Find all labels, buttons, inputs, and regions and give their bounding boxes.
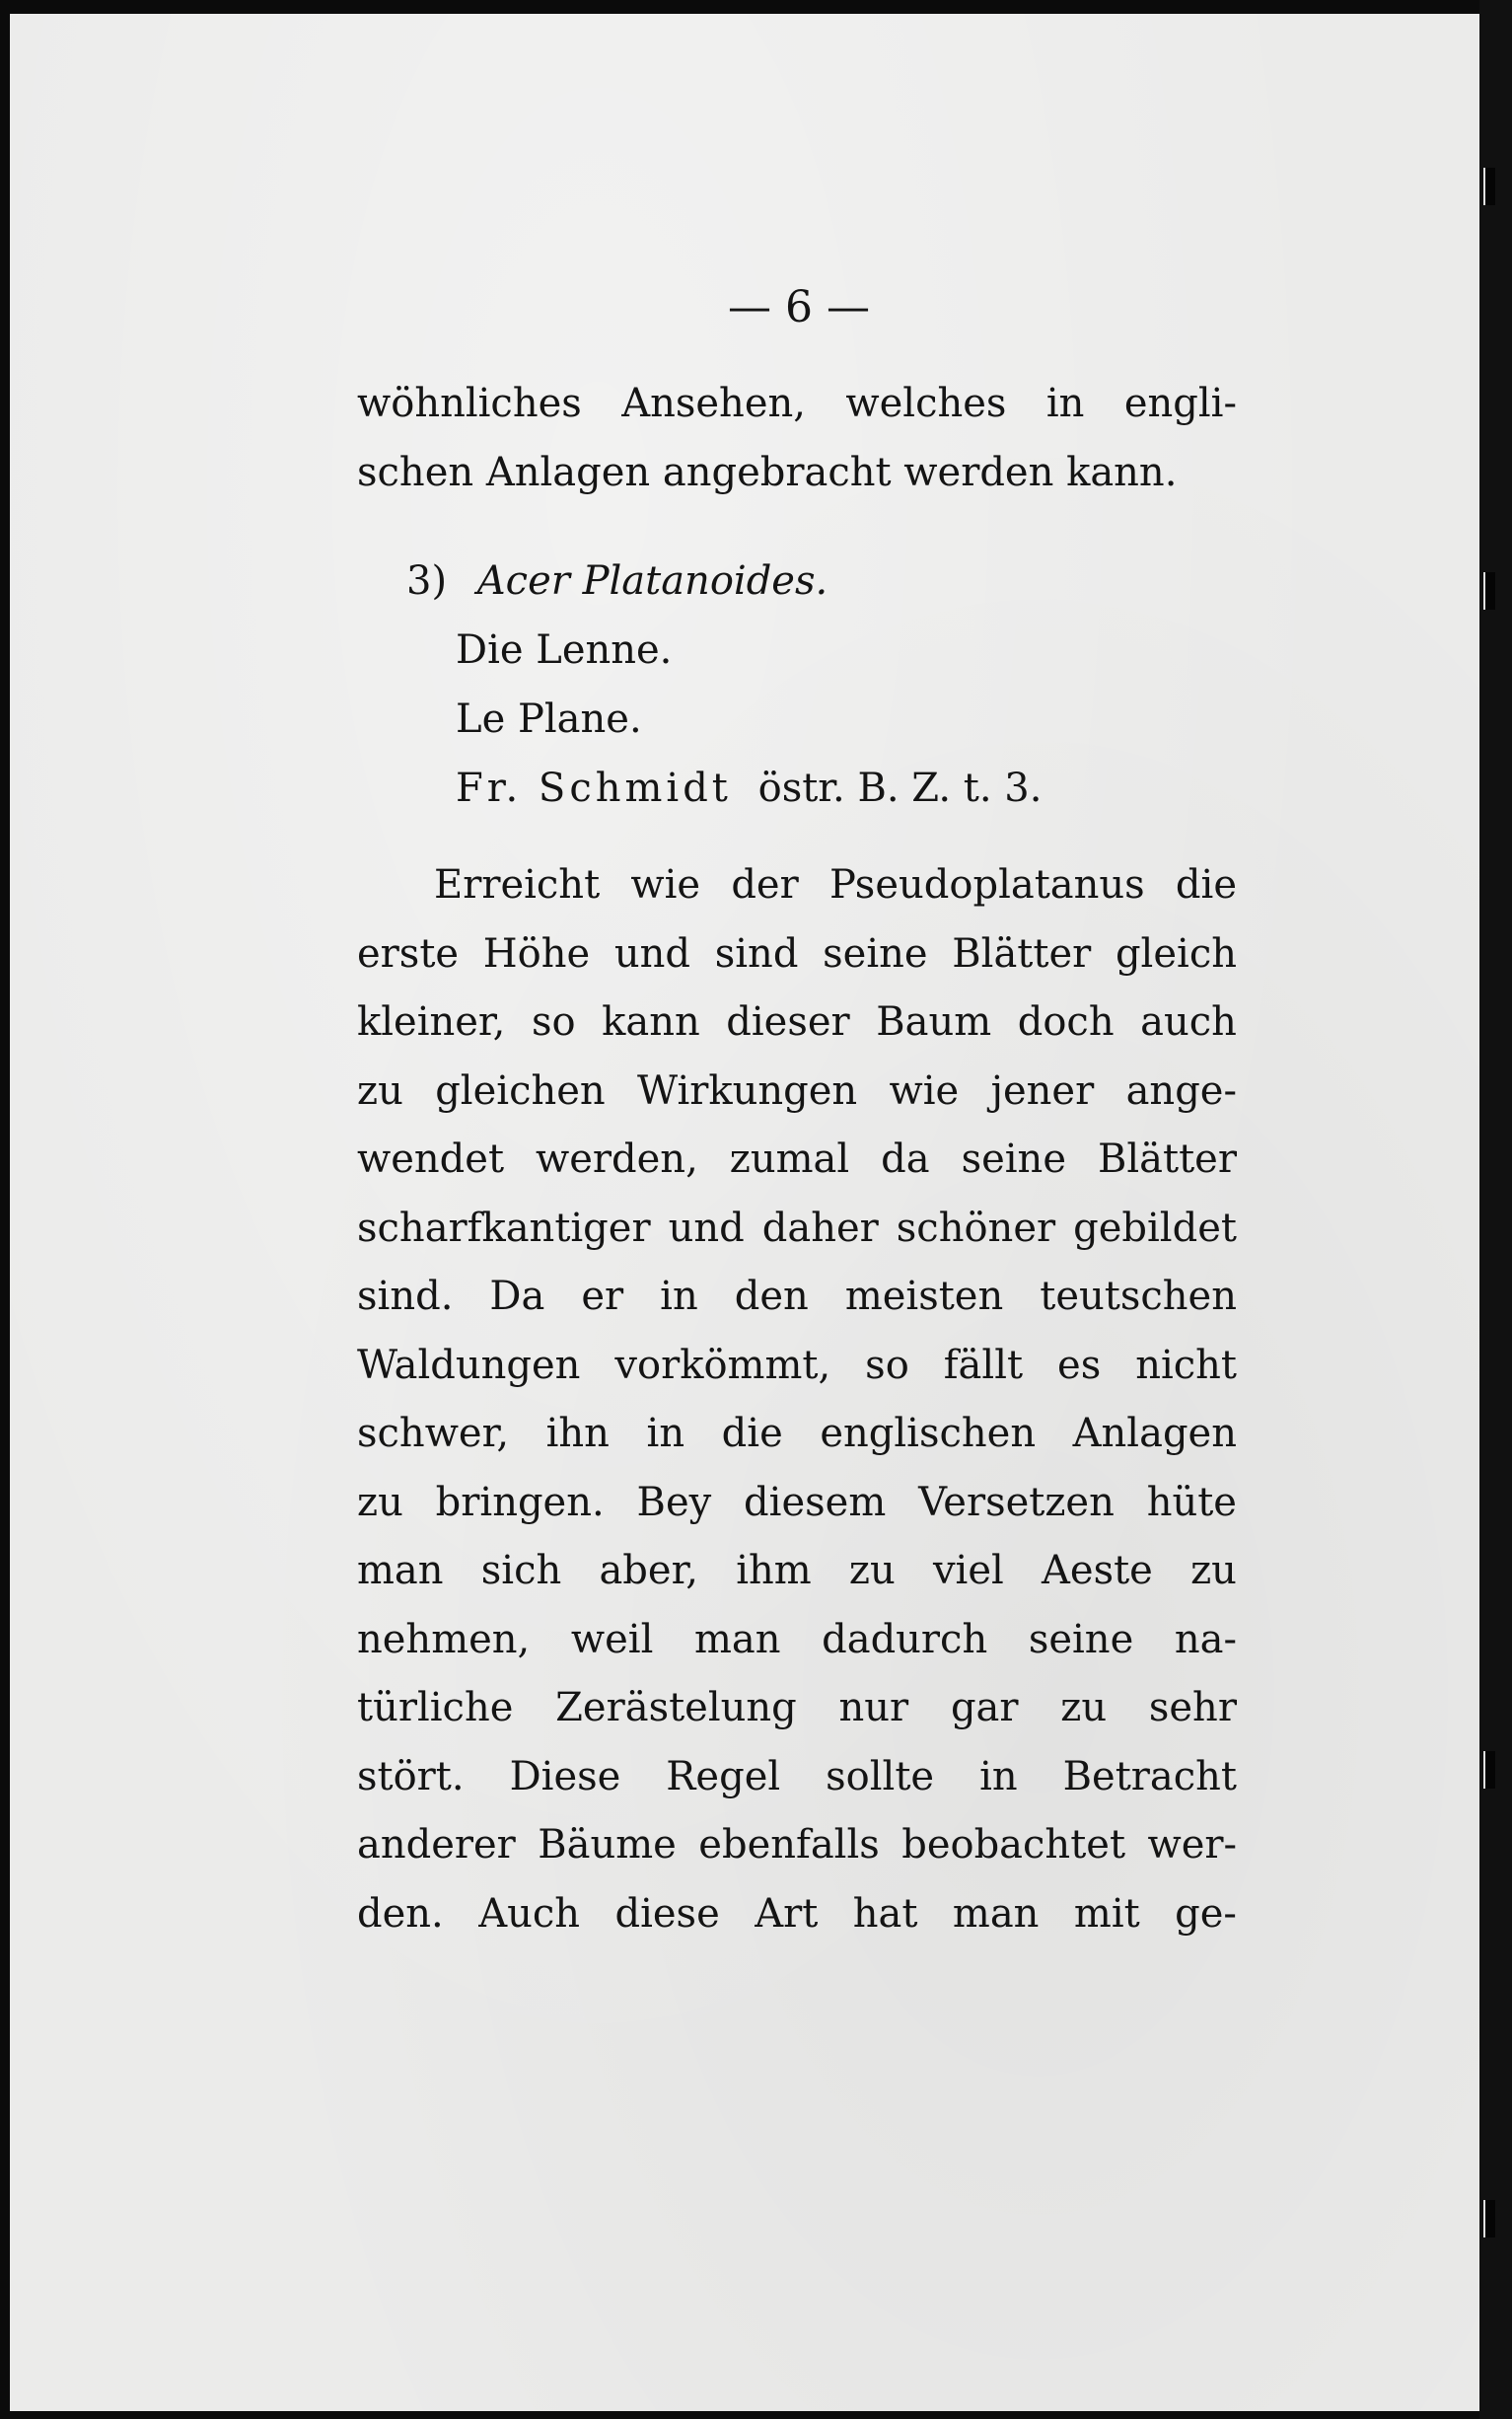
entry-reference xyxy=(456,766,1042,811)
entry-french-name: Le Plane. xyxy=(456,696,642,742)
paragraph-line xyxy=(357,1480,1237,1525)
paragraph-line xyxy=(357,1891,1237,1937)
paragraph-line xyxy=(357,1274,1237,1319)
reference-author: Fr. Schmidt xyxy=(456,766,732,811)
intro-line-text: schen Anlagen angebracht werden kann. xyxy=(357,450,1178,495)
paragraph-line-text: scharfkantiger und daher schöner gebildet xyxy=(357,1205,1237,1251)
intro-line-1 xyxy=(357,381,1237,426)
paragraph-line xyxy=(357,1068,1237,1114)
paragraph-line xyxy=(357,1136,1237,1182)
paragraph-line xyxy=(357,1343,1237,1388)
paragraph-line-text: sind. Da er in den meisten teutschen xyxy=(357,1274,1237,1319)
page-number: — 6 — xyxy=(728,282,870,332)
scan-right-edge xyxy=(1479,0,1512,2419)
paragraph-line xyxy=(357,1617,1237,1662)
paragraph-line-text: wendet werden, zumal da seine Blätter xyxy=(357,1136,1237,1182)
intro-line-2 xyxy=(357,450,1177,495)
paragraph-line-text: man sich aber, ihm zu viel Aeste zu xyxy=(357,1548,1237,1593)
paragraph-line-text: zu gleichen Wirkungen wie jener ange- xyxy=(357,1067,1237,1114)
reference-rest: östr. B. Z. t. 3. xyxy=(757,766,1043,811)
edge-mark xyxy=(1483,168,1495,205)
paragraph-line-text: türliche Zerästelung nur gar zu sehr xyxy=(357,1685,1237,1730)
entry-number: 3) xyxy=(406,558,448,604)
paragraph-line-text: Erreicht wie der Pseudoplatanus die xyxy=(434,862,1237,908)
entry-latin-name: Acer Platanoides. xyxy=(476,558,828,604)
paragraph-line xyxy=(357,999,1237,1045)
edge-mark xyxy=(1483,1751,1495,1789)
paragraph-line-text: nehmen, weil man dadurch seine na- xyxy=(357,1616,1237,1662)
paragraph-line-text: zu bringen. Bey diesem Versetzen hüte xyxy=(357,1479,1237,1525)
entry-heading xyxy=(406,558,828,604)
paragraph-line xyxy=(357,1685,1237,1730)
paragraph-line-text: kleiner, so kann dieser Baum doch auch xyxy=(357,999,1237,1045)
paragraph-line xyxy=(357,1411,1237,1456)
paragraph-line-text: erste Höhe und sind seine Blätter gleich xyxy=(357,930,1237,977)
intro-line-text: wöhnliches Ansehen, welches in engli- xyxy=(357,381,1237,426)
paragraph-line-text: stört. Diese Regel sollte in Betracht xyxy=(357,1753,1237,1799)
paragraph-line xyxy=(434,862,1237,908)
paragraph-line xyxy=(357,1822,1237,1868)
paragraph-line xyxy=(357,1206,1237,1251)
paragraph-line-text: Waldungen vorkömmt, so fällt es nicht xyxy=(357,1342,1237,1388)
paragraph-line-text: anderer Bäume ebenfalls beobachtet wer- xyxy=(357,1822,1237,1868)
paragraph-line-text: schwer, ihn in die englischen Anlagen xyxy=(357,1411,1237,1456)
paragraph-line xyxy=(357,1548,1237,1593)
paragraph-line xyxy=(357,931,1237,977)
book-page xyxy=(10,14,1479,2411)
paragraph-line xyxy=(357,1754,1237,1799)
edge-mark xyxy=(1483,572,1495,610)
entry-german-name: Die Lenne. xyxy=(456,627,673,673)
paragraph-line-text: den. Auch diese Art hat man mit ge- xyxy=(357,1890,1237,1937)
edge-mark xyxy=(1483,2200,1495,2237)
